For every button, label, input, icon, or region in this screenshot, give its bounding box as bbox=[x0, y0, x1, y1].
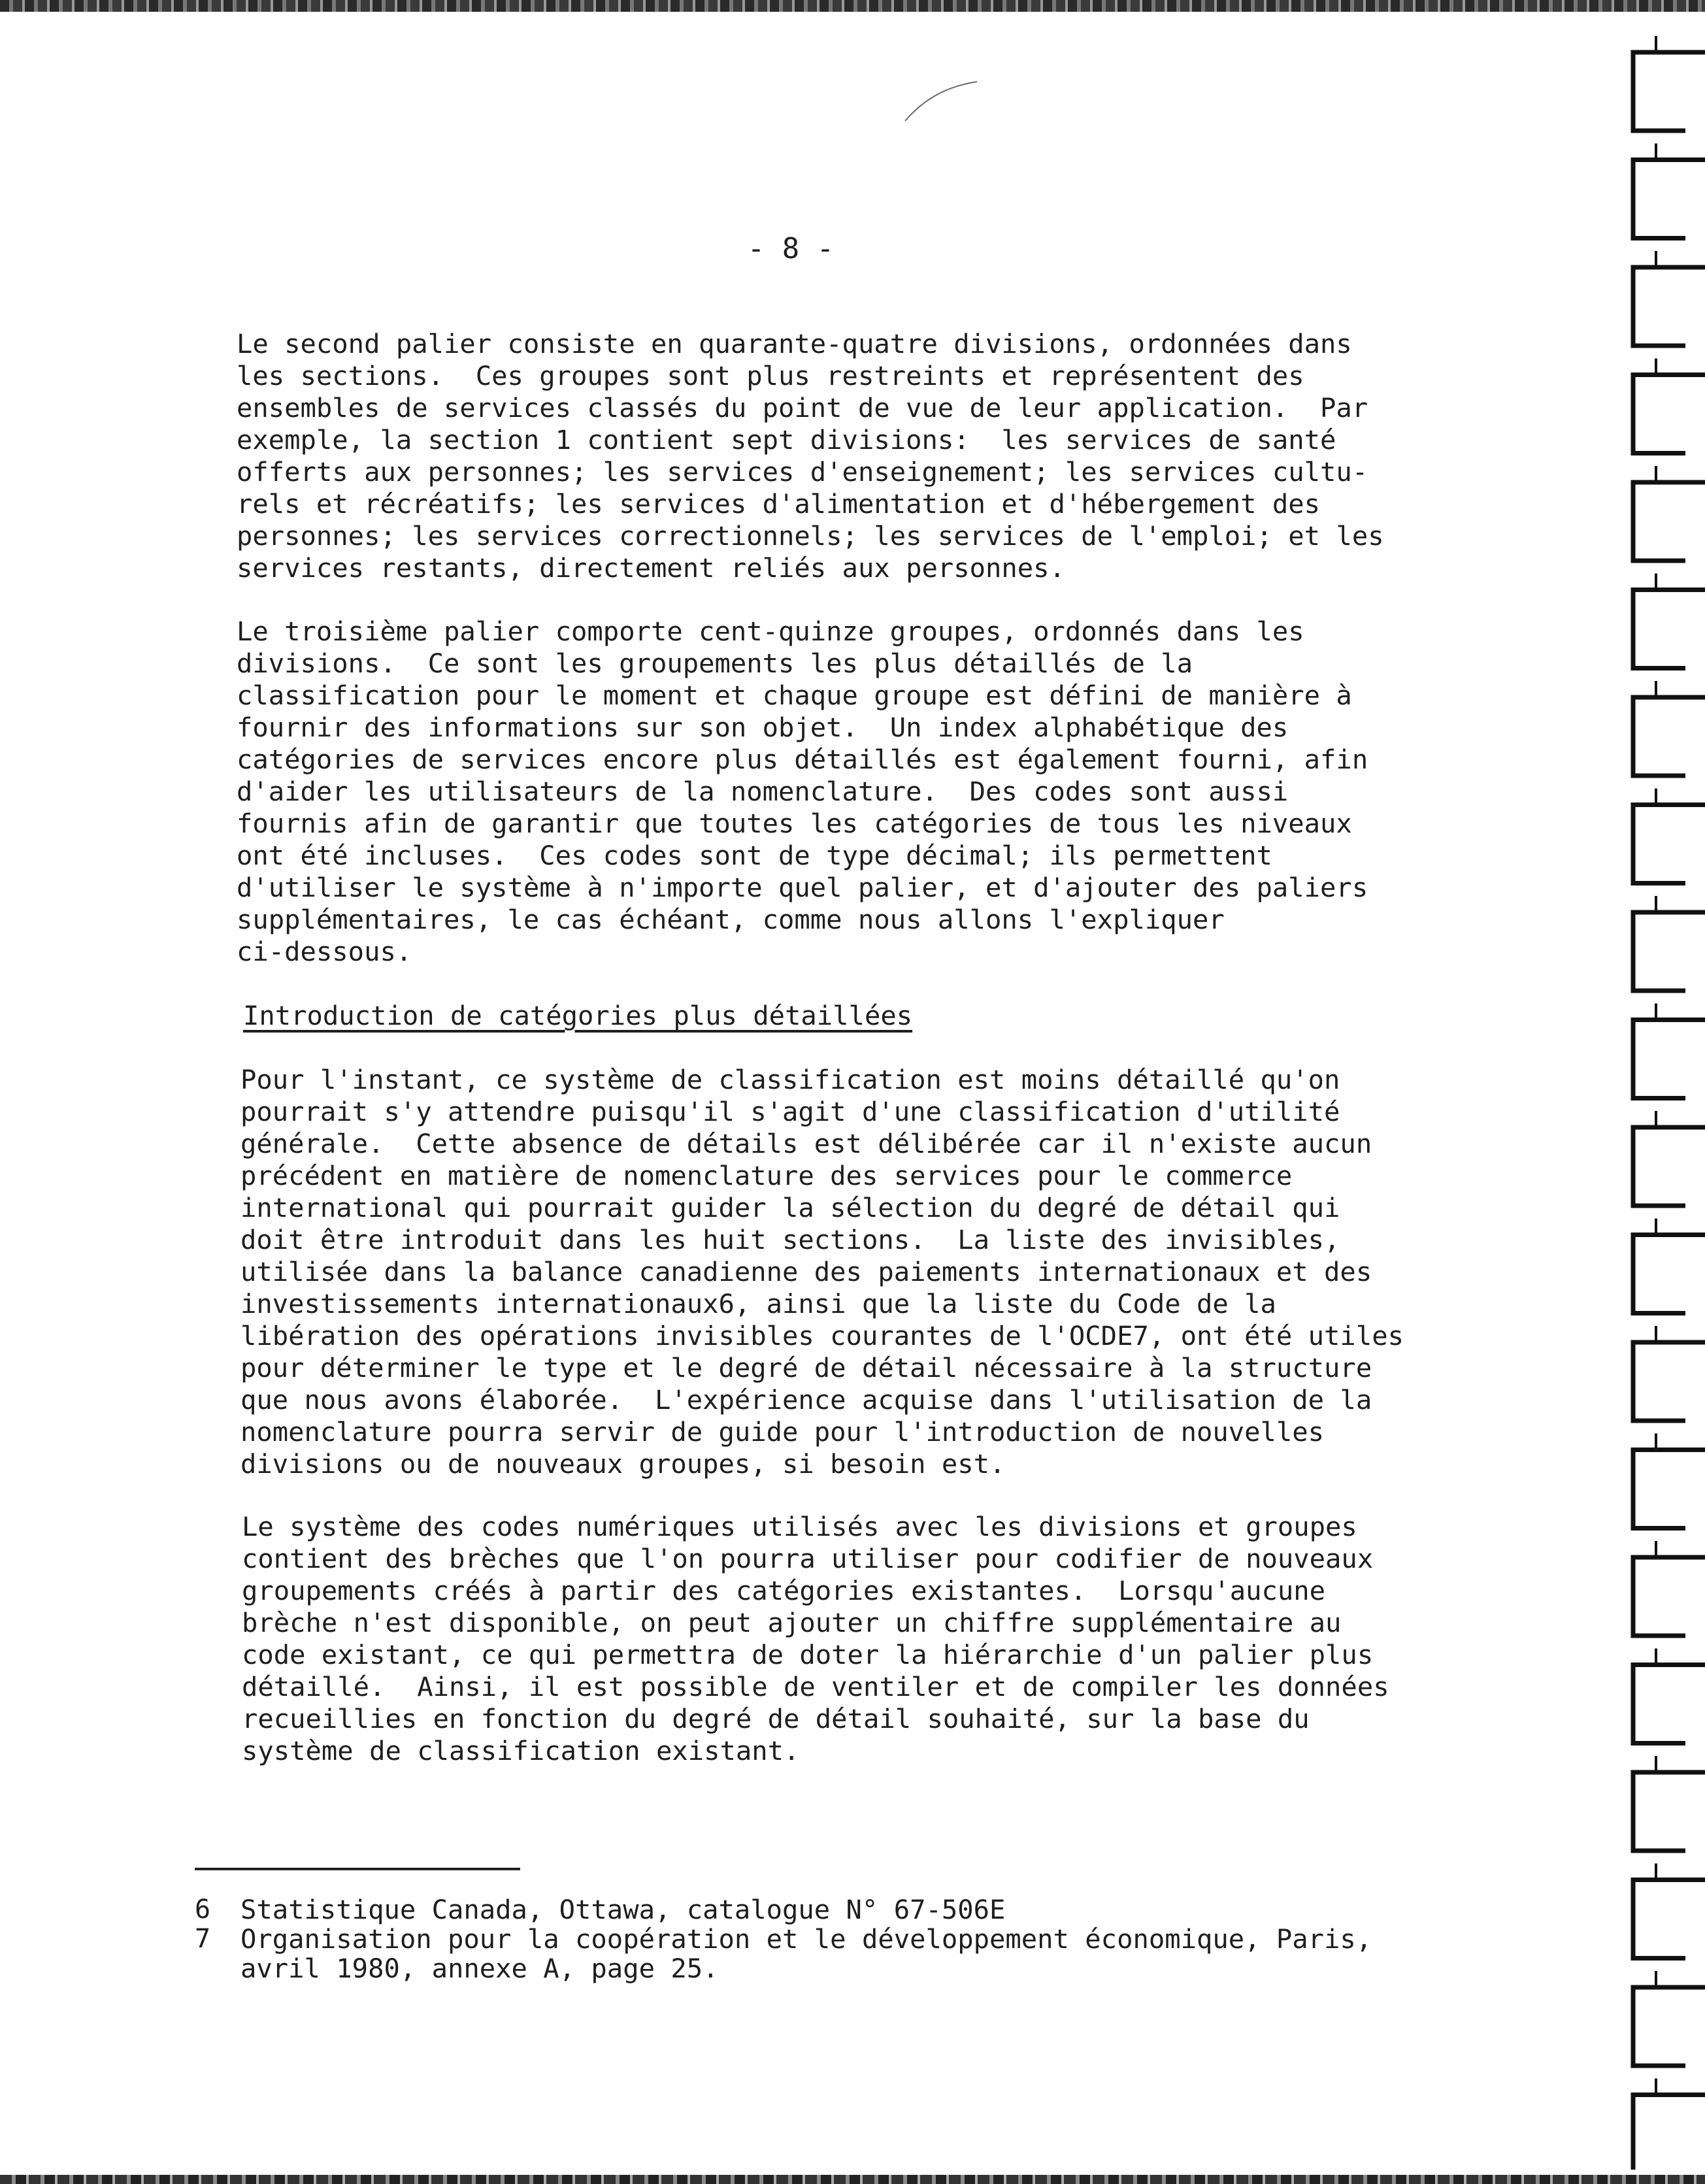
binding-loop bbox=[1633, 912, 1705, 991]
binding-loop bbox=[1633, 1342, 1705, 1421]
binding-loop bbox=[1633, 52, 1705, 131]
footnote-text: Statistique Canada, Ottawa, catalogue N° 67-506E bbox=[240, 1894, 1006, 1925]
binding-loop bbox=[1633, 590, 1705, 669]
footnote-mark: 6 bbox=[195, 1894, 211, 1925]
binding-loop bbox=[1633, 160, 1705, 239]
binding-loop bbox=[1633, 482, 1705, 561]
binding-loop bbox=[1633, 1880, 1705, 1959]
pencil-mark bbox=[902, 78, 980, 124]
footnote-6 bbox=[195, 1895, 1436, 1925]
binding-loop bbox=[1633, 1665, 1705, 1744]
binding-loop bbox=[1633, 1772, 1705, 1851]
scan-edge-bottom bbox=[0, 2175, 1705, 2184]
binding-loop bbox=[1633, 1987, 1705, 2066]
section-heading: Introduction de catégories plus détaillées bbox=[243, 1000, 913, 1031]
binding-loop bbox=[1633, 267, 1705, 346]
paragraph-detail-level: Pour l'instant, ce système de classification est moins détaillé qu'on pourrait s'y attendre puisqu'il s'agit d'une classification d'utilité générale. Cette absence de détails est délibérée car il n'existe aucun précédent en matière de nomenclature des services pour le commerce international qui pourrait guider la sélection du degré de détail qui doit être introduit dans les huit sections. La liste des invisibles, utilisée dans la balance canadienne des paiements internationaux et des investissements internationaux6, ainsi que la liste du Code de la libération des opérations invisibles courantes de l'OCDE7, ont été utiles pour déterminer le type et le degré de détail nécessaire à la structure que nous avons élaborée. L'expérience acquise dans l'utilisation de la nomenclature pourra servir de guide pour l'introduction de nouvelles divisions ou de nouveaux groupes, si besoin est. bbox=[240, 1064, 1404, 1480]
binding-loop bbox=[1633, 375, 1705, 454]
binding-loop bbox=[1633, 2095, 1705, 2170]
footnote-mark: 7 bbox=[195, 1924, 211, 1954]
paragraph-third-level: Le troisième palier comporte cent-quinze groupes, ordonnés dans les divisions. Ce sont les groupements les plus détaillés de la classification pour le moment et chaque groupe est défini de manière à fournir des informations sur son objet. Un index alphabétique des catégories de services encore plus détaillés est également fourni, afin d'aider les utilisateurs de la nomenclature. Des codes sont aussi fournis afin de garantir que toutes les catégories de tous les niveaux ont été incluses. Ces codes sont de type décimal; ils permettent d'utiliser le système à n'importe quel palier, et d'ajouter des paliers supplémentaires, le cas échéant, comme nous allons l'expliquer ci-dessous. bbox=[237, 616, 1368, 967]
footnote-text: Organisation pour la coopération et le développement économique, Paris, avril 1980, annexe A, page 25. bbox=[240, 1923, 1372, 1984]
page-number: - 8 - bbox=[747, 232, 835, 265]
footnote-divider bbox=[195, 1868, 520, 1870]
binding-loop bbox=[1633, 1020, 1705, 1099]
binding-loop bbox=[1633, 1235, 1705, 1314]
scan-edge-top bbox=[0, 0, 1705, 12]
binding-loop bbox=[1633, 1557, 1705, 1636]
binding-loop bbox=[1633, 1450, 1705, 1529]
spiral-binding bbox=[1607, 20, 1705, 2170]
paragraph-second-level: Le second palier consiste en quarante-quatre divisions, ordonnées dans les sections. Ces groupes sont plus restreints et représentent des ensembles de services classés du point de vue de leur application. Par exemple, la section 1 contient sept divisions: les services de santé offerts aux personnes; les services d'enseignement; les services cultu- rels et récréatifs; les services d'alimentation et d'hébergement des personnes; les services correctionnels; les services de l'emploi; et les services restants, directement reliés aux personnes. bbox=[237, 328, 1384, 584]
footnote-7 bbox=[195, 1925, 1436, 1983]
binding-loop bbox=[1633, 1127, 1705, 1206]
binding-loop bbox=[1633, 697, 1705, 776]
footnotes bbox=[195, 1895, 1436, 1983]
binding-loop bbox=[1633, 805, 1705, 884]
paragraph-numeric-codes: Le système des codes numériques utilisés avec les divisions et groupes contient des brèches que l'on pourra utiliser pour codifier de nouveaux groupements créés à partir des catégories existantes. Lorsqu'aucune brèche n'est disponible, on peut ajouter un chiffre supplémentaire au code existant, ce qui permettra de doter la hiérarchie d'un palier plus détaillé. Ainsi, il est possible de ventiler et de compiler les données recueillies en fonction du degré de détail souhaité, sur la base du système de classification existant. bbox=[242, 1511, 1389, 1766]
